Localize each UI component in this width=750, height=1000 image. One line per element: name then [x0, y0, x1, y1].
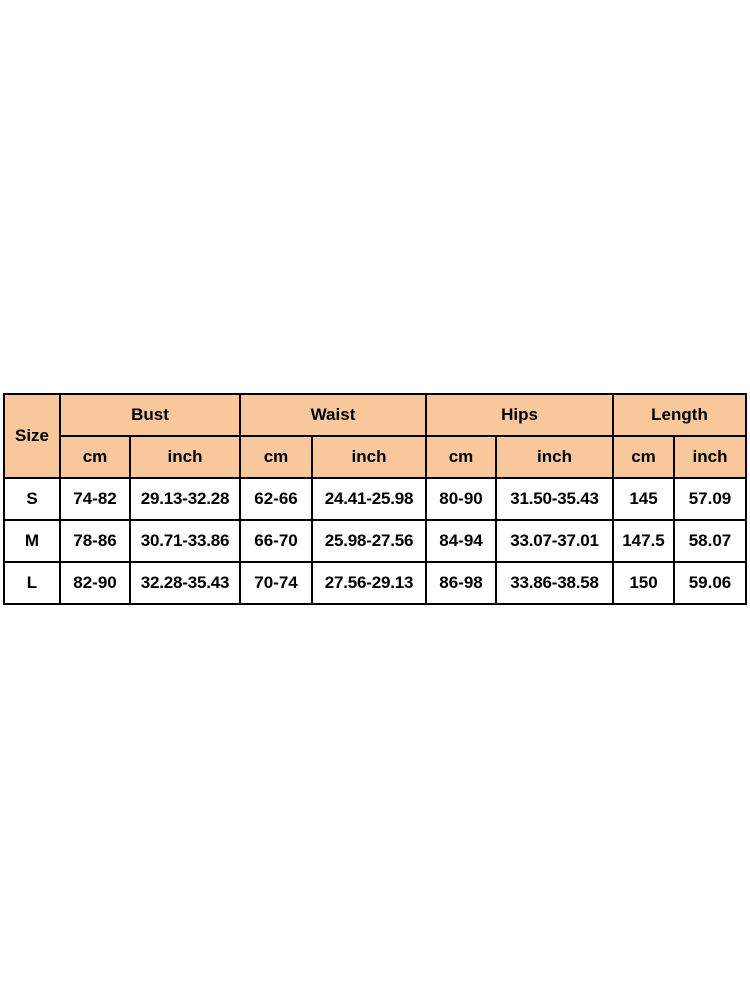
- waist-cm-header: cm: [240, 436, 312, 478]
- waist-cm-cell: 70-74: [240, 562, 312, 604]
- bust-inch-cell: 29.13-32.28: [130, 478, 240, 520]
- length-cm-header: cm: [613, 436, 674, 478]
- waist-inch-header: inch: [312, 436, 426, 478]
- waist-inch-cell: 27.56-29.13: [312, 562, 426, 604]
- hips-inch-cell: 31.50-35.43: [496, 478, 613, 520]
- hips-inch-cell: 33.07-37.01: [496, 520, 613, 562]
- size-cell: M: [4, 520, 60, 562]
- table-row: [4, 478, 746, 520]
- size-chart-table: [3, 393, 747, 605]
- bust-cm-header: cm: [60, 436, 130, 478]
- length-inch-cell: 58.07: [674, 520, 746, 562]
- table-row: [4, 520, 746, 562]
- length-cm-cell: 150: [613, 562, 674, 604]
- bust-cm-cell: 82-90: [60, 562, 130, 604]
- waist-inch-cell: 24.41-25.98: [312, 478, 426, 520]
- bust-cm-cell: 78-86: [60, 520, 130, 562]
- length-header: Length: [613, 394, 746, 436]
- hips-inch-cell: 33.86-38.58: [496, 562, 613, 604]
- size-cell: L: [4, 562, 60, 604]
- bust-inch-header: inch: [130, 436, 240, 478]
- waist-cm-cell: 62-66: [240, 478, 312, 520]
- hips-cm-cell: 86-98: [426, 562, 496, 604]
- hips-cm-header: cm: [426, 436, 496, 478]
- size-cell: S: [4, 478, 60, 520]
- hips-inch-header: inch: [496, 436, 613, 478]
- size-header: Size: [4, 394, 60, 478]
- header-unit-row: [4, 436, 746, 478]
- waist-cm-cell: 66-70: [240, 520, 312, 562]
- bust-header: Bust: [60, 394, 240, 436]
- bust-inch-cell: 30.71-33.86: [130, 520, 240, 562]
- bust-inch-cell: 32.28-35.43: [130, 562, 240, 604]
- length-inch-cell: 57.09: [674, 478, 746, 520]
- header-group-row: [4, 394, 746, 436]
- hips-header: Hips: [426, 394, 613, 436]
- length-inch-cell: 59.06: [674, 562, 746, 604]
- length-inch-header: inch: [674, 436, 746, 478]
- hips-cm-cell: 84-94: [426, 520, 496, 562]
- waist-inch-cell: 25.98-27.56: [312, 520, 426, 562]
- length-cm-cell: 145: [613, 478, 674, 520]
- hips-cm-cell: 80-90: [426, 478, 496, 520]
- bust-cm-cell: 74-82: [60, 478, 130, 520]
- length-cm-cell: 147.5: [613, 520, 674, 562]
- waist-header: Waist: [240, 394, 426, 436]
- table-row: [4, 562, 746, 604]
